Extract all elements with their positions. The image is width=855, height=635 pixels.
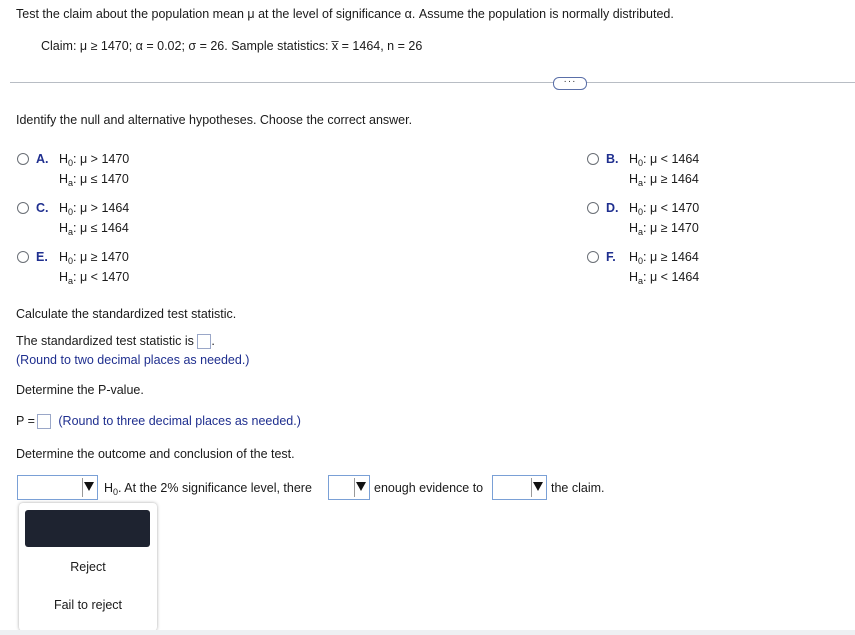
null-hypothesis: $H_0$: μ ≥ 1470	[59, 250, 129, 266]
chevron-down-icon	[84, 482, 94, 491]
chevron-down-icon	[533, 482, 543, 491]
radio-option-d[interactable]	[587, 202, 599, 214]
null-hypothesis: $H_0$: μ ≥ 1464	[629, 250, 699, 266]
outcome-dropdown-menu	[19, 503, 157, 631]
evidence-select[interactable]	[328, 475, 370, 500]
option-letter: A.	[36, 152, 49, 166]
alt-hypothesis: $H_a$: μ < 1470	[59, 270, 130, 286]
radio-option-b[interactable]	[587, 153, 599, 165]
option-letter: C.	[36, 201, 49, 215]
null-hypothesis: $H_0$: μ > 1470	[59, 152, 130, 168]
conclusion-text-2: enough evidence to	[374, 481, 484, 495]
test-statistic-statement: The standardized test statistic is	[16, 334, 194, 348]
option-letter: B.	[606, 152, 619, 166]
alt-hypothesis: $H_a$: μ ≥ 1470	[629, 221, 699, 237]
question-claim: Claim: μ ≥ 1470; α = 0.02; σ = 26. Sample statistics: x̅ = 1464, n = 26	[41, 39, 423, 53]
null-hypothesis: $H_0$: μ < 1470	[629, 201, 700, 217]
alt-hypothesis: $H_a$: μ ≤ 1464	[59, 221, 129, 237]
alt-hypothesis: $H_a$: μ ≥ 1464	[629, 172, 699, 188]
bottom-bar	[0, 630, 855, 635]
radio-option-c[interactable]	[17, 202, 29, 214]
radio-option-f[interactable]	[587, 251, 599, 263]
null-hypothesis: $H_0$: μ > 1464	[59, 201, 130, 217]
test-statistic-input[interactable]	[197, 334, 211, 349]
test-statistic-hint: (Round to two decimal places as needed.)	[16, 353, 250, 367]
claim-action-select[interactable]	[492, 475, 547, 500]
p-value-row	[16, 414, 301, 429]
alt-hypothesis: $H_a$: μ < 1464	[629, 270, 700, 286]
null-hypothesis: $H_0$: μ < 1464	[629, 152, 700, 168]
option-letter: D.	[606, 201, 619, 215]
dropdown-highlighted-option[interactable]	[25, 510, 150, 547]
p-value-hint: (Round to three decimal places as needed.)	[58, 414, 301, 428]
conclusion-text-3: the claim.	[551, 481, 605, 495]
question-intro: Test the claim about the population mean μ at the level of significance α. Assume the population is normally distributed.	[16, 7, 674, 21]
conclusion-text-1: $H_0$. At the 2% significance level, there	[104, 481, 312, 497]
p-value-input[interactable]	[37, 414, 51, 429]
dropdown-option-reject[interactable]: Reject	[70, 560, 106, 574]
option-letter: E.	[36, 250, 48, 264]
more-options-button[interactable]: ···	[553, 77, 587, 90]
dropdown-option-fail-to-reject[interactable]: Fail to reject	[53, 598, 123, 612]
p-value-prompt: Determine the P-value.	[16, 383, 144, 397]
divider	[10, 82, 855, 83]
p-value-label: P =	[16, 414, 35, 428]
test-statistic-row	[16, 334, 215, 349]
option-letter: F.	[606, 250, 616, 264]
alt-hypothesis: $H_a$: μ ≤ 1470	[59, 172, 129, 188]
period: .	[211, 334, 215, 348]
radio-option-a[interactable]	[17, 153, 29, 165]
test-statistic-prompt: Calculate the standardized test statistic.	[16, 307, 237, 321]
hypotheses-prompt: Identify the null and alternative hypotheses. Choose the correct answer.	[16, 113, 413, 127]
chevron-down-icon	[356, 482, 366, 491]
conclusion-prompt: Determine the outcome and conclusion of the test.	[16, 447, 295, 461]
outcome-select[interactable]	[17, 475, 98, 500]
radio-option-e[interactable]	[17, 251, 29, 263]
